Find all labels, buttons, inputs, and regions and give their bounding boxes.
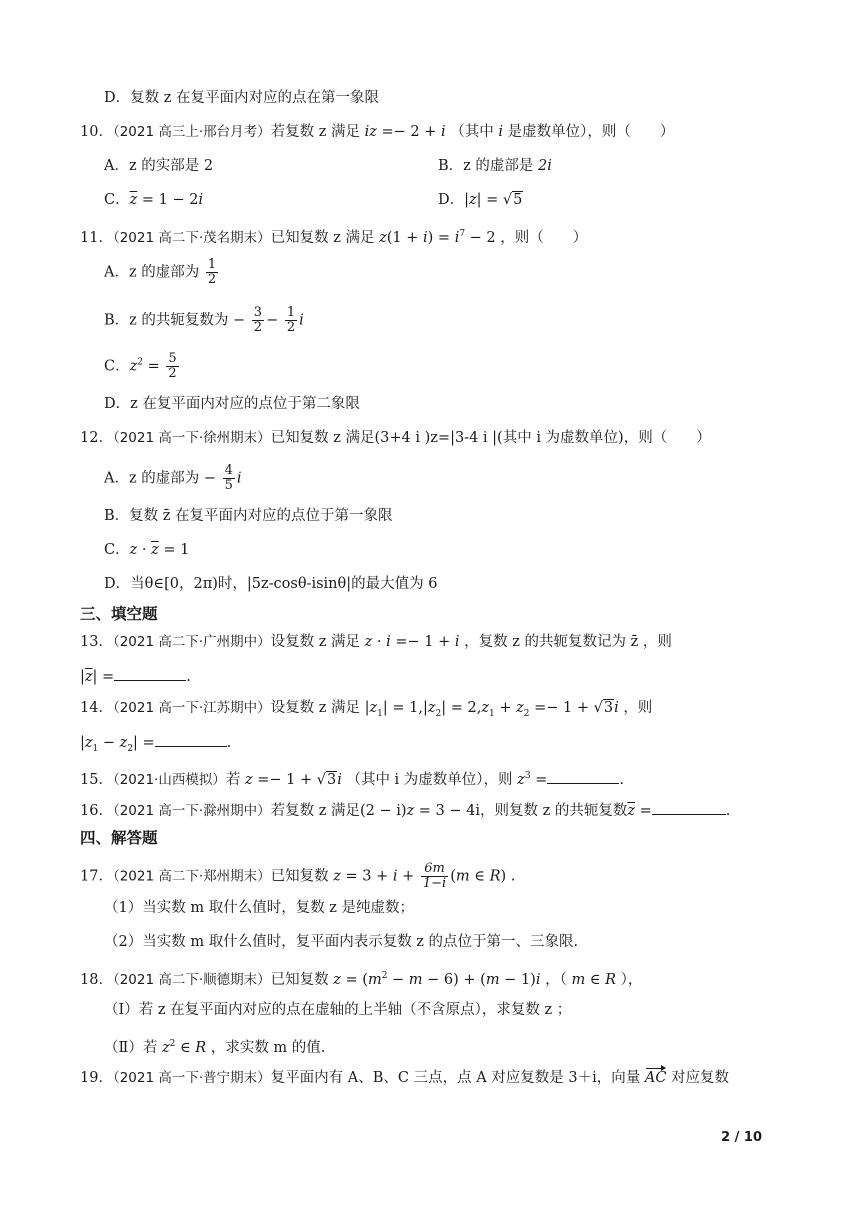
q12-option-b: B．复数 z̄ 在复平面内对应的点位于第一象限 xyxy=(104,508,393,524)
q12-option-c: C．$z \cdot \overline{z} = 1$ xyxy=(104,542,190,558)
section-fill-in-heading: 三、填空题 xyxy=(80,605,158,623)
q12-option-a: A．z 的虚部为 − $\frac{4}{5}$ i xyxy=(104,463,242,493)
q16-stem: 16．（2021 高一下·滁州期中）若复数 z 满足(2 − i)z = 3 − 4i，则复数 z 的共轭复数$\overline{z}$ = . xyxy=(80,800,730,821)
q10-stem: 10．（2021 高三上·邢台月考）若复数 z 满足 iz =− 2 + i （其中 i 是虚数单位），则（ ） xyxy=(80,124,675,140)
q11-option-c: C．$z^2$ = $\frac{5}{2}$ xyxy=(104,351,177,381)
q18-part-2: （Ⅱ）若 $z^2$ ∈ R ，求实数 m 的值. xyxy=(104,1039,326,1056)
q13-answer-line: $|\overline{z}|$ = . xyxy=(80,666,191,687)
q15-blank[interactable] xyxy=(547,769,619,784)
q18-stem: 18．（2021 高二下·顺德期末）已知复数 $z = (m^2 - m - 6) + (m - 1)i$ ，（ m ∈ R ）， xyxy=(80,971,643,988)
q11-stem: 11．（2021 高二下·茂名期末）已知复数 z 满足 $z(1 + i) = i^7 - 2$ ，则（ ） xyxy=(80,229,588,246)
section-answer-heading: 四、解答题 xyxy=(80,829,158,847)
q17-stem: 17．（2021 高二下·郑州期末）已知复数 z = 3 + i + $\frac{6m}{1-i}$ (m ∈ R) . xyxy=(80,861,516,891)
q16-blank[interactable] xyxy=(652,800,726,815)
q9-option-d: D．复数 z 在复平面内对应的点在第一象限 xyxy=(104,90,379,106)
q14-answer-line: $|z_1 - z_2|$ = . xyxy=(80,732,231,759)
q17-part-1: （1）当实数 m 取什么值时，复数 z 是纯虚数； xyxy=(104,900,415,916)
q13-stem: 13．（2021 高二下·广州期中）设复数 z 满足 z · i =− 1 + i ，复数 z 的共轭复数记为 z̄ ，则 xyxy=(80,634,672,650)
q13-blank[interactable] xyxy=(114,666,186,681)
q10-equation: iz xyxy=(364,124,377,140)
page-number: 2 / 10 xyxy=(721,1130,762,1145)
q14-blank[interactable] xyxy=(155,732,227,747)
q10-option-d: D．|z| = √5 xyxy=(438,192,523,208)
q11-option-d: D．z 在复平面内对应的点位于第二象限 xyxy=(104,396,360,412)
q10-option-b: B．z 的虚部是 2i xyxy=(438,158,552,174)
q12-stem: 12．（2021 高一下·徐州期末）已知复数 z 满足(3+4 i )z=|3-4 i |(其中 i 为虚数单位)，则（ ） xyxy=(80,430,711,446)
q11-option-a: A．z 的虚部为 $\frac{1}{2}$ xyxy=(104,257,217,287)
q14-stem: 14．（2021 高一下·江苏期中）设复数 z 满足 $|z_1| = 1,|z_2| = 2,z_1 + z_2 =- 1 + √3i$ ，则 xyxy=(80,700,653,719)
q17-part-2: （2）当实数 m 取什么值时，复平面内表示复数 z 的点位于第一、三象限. xyxy=(104,934,579,950)
q18-part-1: （Ⅰ）若 z 在复平面内对应的点在虚轴的上半轴（不含原点），求复数 z ； xyxy=(104,1002,572,1018)
q10-option-c: C．$\overline{z} = 1 - 2i$ xyxy=(104,192,204,208)
q15-stem: 15．（2021·山西模拟）若 z =− 1 + √3i （其中 i 为虚数单位），则 $z^3$ = . xyxy=(80,766,624,790)
q10-option-a: A．z 的实部是 2 xyxy=(104,158,214,174)
q12-option-d: D．当θ∈[0，2π)时，|5z-cosθ-isinθ|的最大值为 6 xyxy=(104,576,438,592)
q10-number: 10． xyxy=(80,124,113,140)
vector-ac: AC xyxy=(644,1070,667,1086)
q10-source: （2021 高三上·邢台月考） xyxy=(112,124,271,140)
q11-option-b: B．z 的共轭复数为 − $\frac{3}{2}$ − $\frac{1}{2}$ i xyxy=(104,305,304,335)
q19-stem: 19．（2021 高一下·普宁期末）复平面内有 A、B、C 三点，点 A 对应复数是 3＋i，向量 AC 对应复数 xyxy=(80,1070,730,1086)
